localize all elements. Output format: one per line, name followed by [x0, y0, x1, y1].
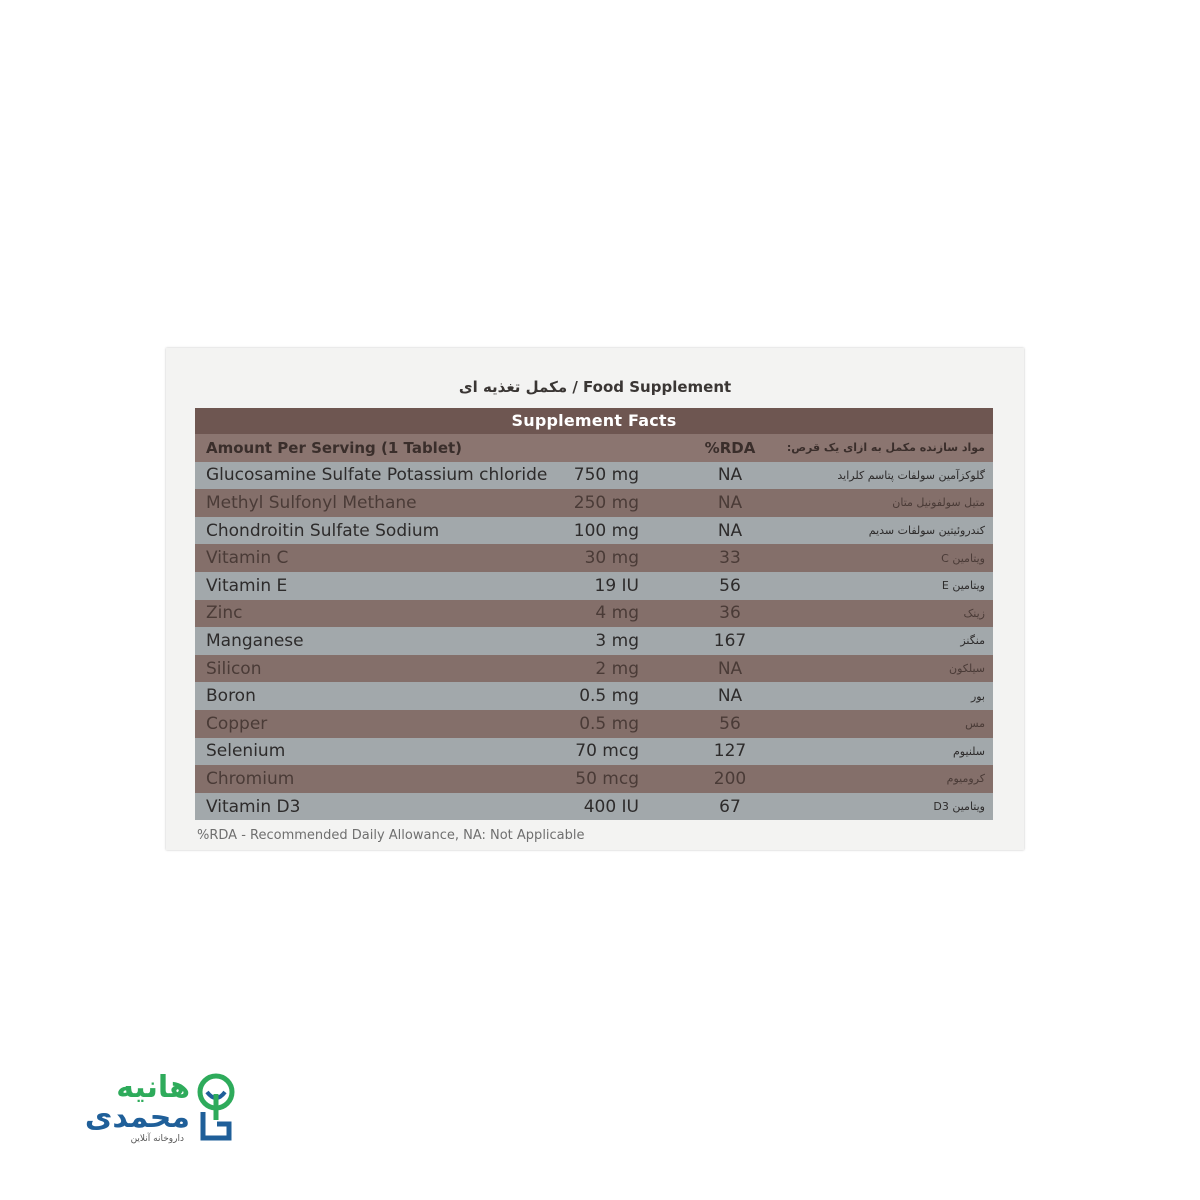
ingredient-name: Vitamin D3 — [206, 796, 301, 817]
ingredient-rda: 56 — [719, 713, 741, 734]
ingredient-name: Boron — [206, 686, 256, 707]
ingredient-name: Zinc — [206, 603, 243, 624]
table-row — [195, 710, 993, 738]
ingredient-rda: 200 — [713, 768, 747, 789]
ingredient-amount: 3 mg — [595, 630, 639, 651]
ingredient-name-persian: مس — [965, 717, 985, 731]
ingredient-name-persian: سیلکون — [948, 662, 985, 676]
logo-tagline: داروخانه آنلاین — [130, 1134, 184, 1144]
ingredient-name-persian: ویتامین D3 — [933, 800, 985, 814]
table-row — [195, 544, 993, 572]
ingredient-amount: 0.5 mg — [579, 713, 639, 734]
table-row — [195, 572, 993, 600]
ingredient-rda: 127 — [713, 741, 747, 762]
ingredient-amount: 400 IU — [583, 796, 639, 817]
ingredient-rda: 67 — [719, 796, 741, 817]
ingredient-name-persian: کرومیوم — [946, 772, 985, 786]
table-row — [195, 462, 993, 490]
ingredient-name-persian: زینک — [963, 606, 985, 620]
ingredient-name: Silicon — [206, 658, 262, 679]
persian-ingredients-header: مواد سازنده مکمل به ازای یک قرص: — [786, 441, 985, 455]
amount-per-serving-header: Amount Per Serving (1 Tablet) — [206, 438, 463, 457]
ingredient-amount: 30 mg — [584, 548, 639, 569]
rda-header: %RDA — [704, 438, 756, 457]
table-row — [195, 765, 993, 793]
ingredient-name: Selenium — [206, 741, 286, 762]
facts-header: Supplement Facts — [195, 408, 993, 434]
ingredient-name-persian: سلنیوم — [953, 744, 985, 758]
ingredient-amount: 250 mg — [573, 492, 639, 513]
table-row — [195, 793, 993, 821]
ingredient-name-persian: بور — [970, 689, 985, 703]
ingredient-rda: 167 — [713, 630, 747, 651]
column-header-row — [195, 434, 993, 462]
table-row — [195, 600, 993, 628]
ingredient-name-persian: ویتامین C — [941, 551, 985, 565]
ingredient-name: Glucosamine Sulfate Potassium chloride — [206, 465, 548, 486]
ingredient-name: Vitamin C — [206, 548, 289, 569]
logo-text-line2: محمدی — [84, 1100, 190, 1135]
ingredient-rda: 56 — [719, 575, 741, 596]
table-row — [195, 738, 993, 766]
ingredient-rda: NA — [717, 520, 743, 541]
ingredient-amount: 70 mcg — [575, 741, 639, 762]
table-row — [195, 682, 993, 710]
ingredient-rda: 33 — [719, 548, 741, 569]
ingredient-name-persian: کندروئیتین سولفات سدیم — [868, 524, 985, 538]
ingredient-name: Methyl Sulfonyl Methane — [206, 492, 417, 513]
ingredient-rda: 36 — [719, 603, 741, 624]
table-row — [195, 627, 993, 655]
ingredient-name-persian: ویتامین E — [941, 579, 985, 593]
ingredient-name-persian: منگنز — [960, 634, 985, 648]
table-row — [195, 517, 993, 545]
label-title: مکمل تغذیه ای / Food Supplement — [458, 378, 732, 396]
table-row — [195, 655, 993, 683]
rda-footnote: %RDA - Recommended Daily Allowance, NA: Not Applicable — [197, 828, 585, 843]
pharmacy-emblem-icon — [193, 1072, 239, 1146]
ingredient-rows — [195, 462, 993, 821]
ingredient-name: Copper — [206, 713, 268, 734]
ingredient-rda: NA — [717, 465, 743, 486]
ingredient-rda: NA — [717, 492, 743, 513]
ingredient-name-persian: متیل سولفونیل متان — [892, 496, 985, 510]
ingredient-amount: 100 mg — [573, 520, 639, 541]
table-row — [195, 489, 993, 517]
ingredient-amount: 50 mcg — [575, 768, 639, 789]
ingredient-name: Chondroitin Sulfate Sodium — [206, 520, 440, 541]
ingredient-amount: 750 mg — [573, 465, 639, 486]
ingredient-amount: 19 IU — [594, 575, 639, 596]
ingredient-name-persian: گلوکزآمین سولفات پتاسم کلراید — [837, 468, 985, 482]
pharmacy-logo — [60, 1070, 240, 1150]
ingredient-amount: 2 mg — [595, 658, 639, 679]
ingredient-amount: 0.5 mg — [579, 686, 639, 707]
ingredient-rda: NA — [717, 658, 743, 679]
supplement-facts-label — [166, 348, 1024, 850]
ingredient-amount: 4 mg — [595, 603, 639, 624]
ingredient-name: Vitamin E — [206, 575, 288, 596]
ingredient-name: Chromium — [206, 768, 295, 789]
ingredient-rda: NA — [717, 686, 743, 707]
logo-text-line1: هانیه — [116, 1070, 190, 1105]
supplement-facts-table — [195, 408, 993, 824]
ingredient-name: Manganese — [206, 630, 304, 651]
